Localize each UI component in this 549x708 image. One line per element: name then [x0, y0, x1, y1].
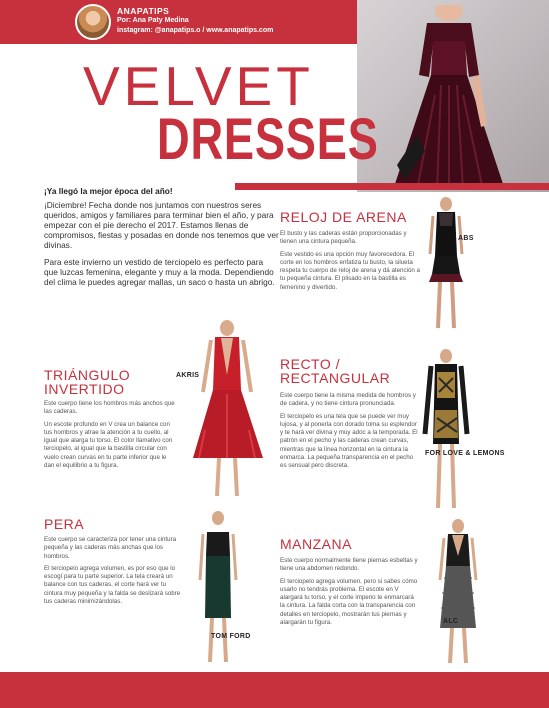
section-title-reloj: RELOJ DE ARENA [280, 209, 407, 225]
title-divider [235, 183, 549, 190]
label-akris: AKRIS [176, 372, 200, 379]
hero-dress-image [387, 5, 512, 192]
author-byline: Por: Ana Paty Medina [117, 17, 189, 24]
photo-alc-dress [428, 518, 488, 668]
section-text-reloj [280, 230, 420, 296]
label-abs: ABS [458, 235, 474, 242]
section-recto-p2: El terciopelo es una tela que se puede ver muy lujosa, y al ponerla con dorado toma su esplendor y te hará ver divina y muy adoc a la temporada. El patrón en el pecho y las caderas crean curvas, mientras que la línea horizontal en la cintura la enmarca. La pequeña transparencia en el pecho es sensual pero discreta. [280, 412, 418, 470]
author-avatar [75, 4, 111, 40]
section-text-manzana [280, 557, 420, 631]
section-title-triangulo: TRIÁNGULO INVERTIDO [44, 367, 131, 397]
hero-photo [357, 0, 549, 192]
section-title-manzana: MANZANA [280, 536, 352, 552]
section-manzana-p2: El terciopelo agrega volumen, pero si sabes cómo usarlo no tendrás problema. El escote en V alargará tu torso, y el corte imperio te enmarcará la cintura. La falda corta con la transparencia con detalles en terciopelo, mostrarán tus piernas y alargarán tu figura. [280, 577, 418, 627]
intro-text [44, 186, 279, 294]
footer-bar [0, 672, 549, 708]
author-social: instagram: @anapatips.o / www.anapatips.com [117, 27, 274, 34]
section-text-triangulo [44, 400, 178, 474]
title-dresses: DRESSES [157, 107, 379, 172]
section-triangulo-p2: Un escote profundo en V crea un balance con tus hombros y atrae la atención a tu cuello, al igual que alarga tu torso. El color llamativo con terciopelo, al igual que la bastilla circular con vuelo crean curvas en tu parte inferior que le dan el equilibrio a tu figura. [44, 420, 173, 470]
photo-for-love-lemons-dress [415, 348, 477, 516]
label-alc: ALC [443, 618, 459, 625]
label-for-love-lemons: FOR LOVE & LEMONS [425, 450, 505, 457]
author-info [117, 6, 273, 36]
photo-tom-ford-dress [188, 510, 248, 670]
photo-abs-dress [418, 196, 474, 336]
section-pera-p1: Este cuerpo se caracteriza por tener una cintura pequeña y las caderas más anchas que los hombros. [44, 536, 177, 560]
section-title-pera: PERA [44, 516, 85, 532]
intro-lead: ¡Ya llegó la mejor época del año! [44, 186, 173, 196]
section-recto-p1: Este cuerpo tiene la misma medida de hombros y de cadera, y no tiene cintura pronunciada. [280, 392, 416, 408]
author-name: ANAPATIPS [117, 6, 170, 16]
section-title-recto: RECTO / RECTANGULAR [280, 356, 391, 386]
section-reloj-p2: Este vestido es una opción muy favorecedora. El corte en los hombros enfatiza tu busto, la silueta respeta tu cuerpo de reloj de arena y dá atención a tu pequeña cintura. El plisado en la bastilla es femenino y divertido. [280, 250, 421, 291]
section-triangulo-p1: Este cuerpo tiene los hombros más anchos que las caderas. [44, 400, 175, 416]
intro-paragraph-2: Para este invierno un vestido de terciopelo es perfecto para que luzcas femenina, elegante y muy a la moda. Dependiendo del clima le puedes agregar mallas, un saco o hasta un abrigo. [44, 257, 275, 287]
photo-akris-dress [185, 320, 270, 500]
section-manzana-p1: Este cuerpo normalmente tiene piernas esbeltas y tiene una abdomen redondo. [280, 557, 418, 573]
label-tom-ford: TOM FORD [211, 633, 251, 640]
section-pera-p2: El terciopelo agrega volumen, es por eso que lo escogí para tu parte superior. La tela creará un balance con tus caderas, el corte hará ver tu cintura muy pequeña y la falda se deslizará sobre tus caderas minimizándolas. [44, 564, 181, 606]
title-velvet: VELVET [83, 55, 314, 117]
section-reloj-p1: El busto y las caderas están proporcionadas y tienen una cintura pequeña. [280, 230, 407, 246]
section-text-recto [280, 392, 420, 475]
section-text-pera [44, 536, 184, 610]
intro-paragraph-1: ¡Diciembre! Fecha donde nos juntamos con nuestros seres queridos, amigos y familiares para terminar bien el año, y para empezar con el pie derecho el 2017. Estamos llenas de compromisos, fiestas y posadas en donde nos tenemos que ver divinas. [44, 200, 279, 250]
